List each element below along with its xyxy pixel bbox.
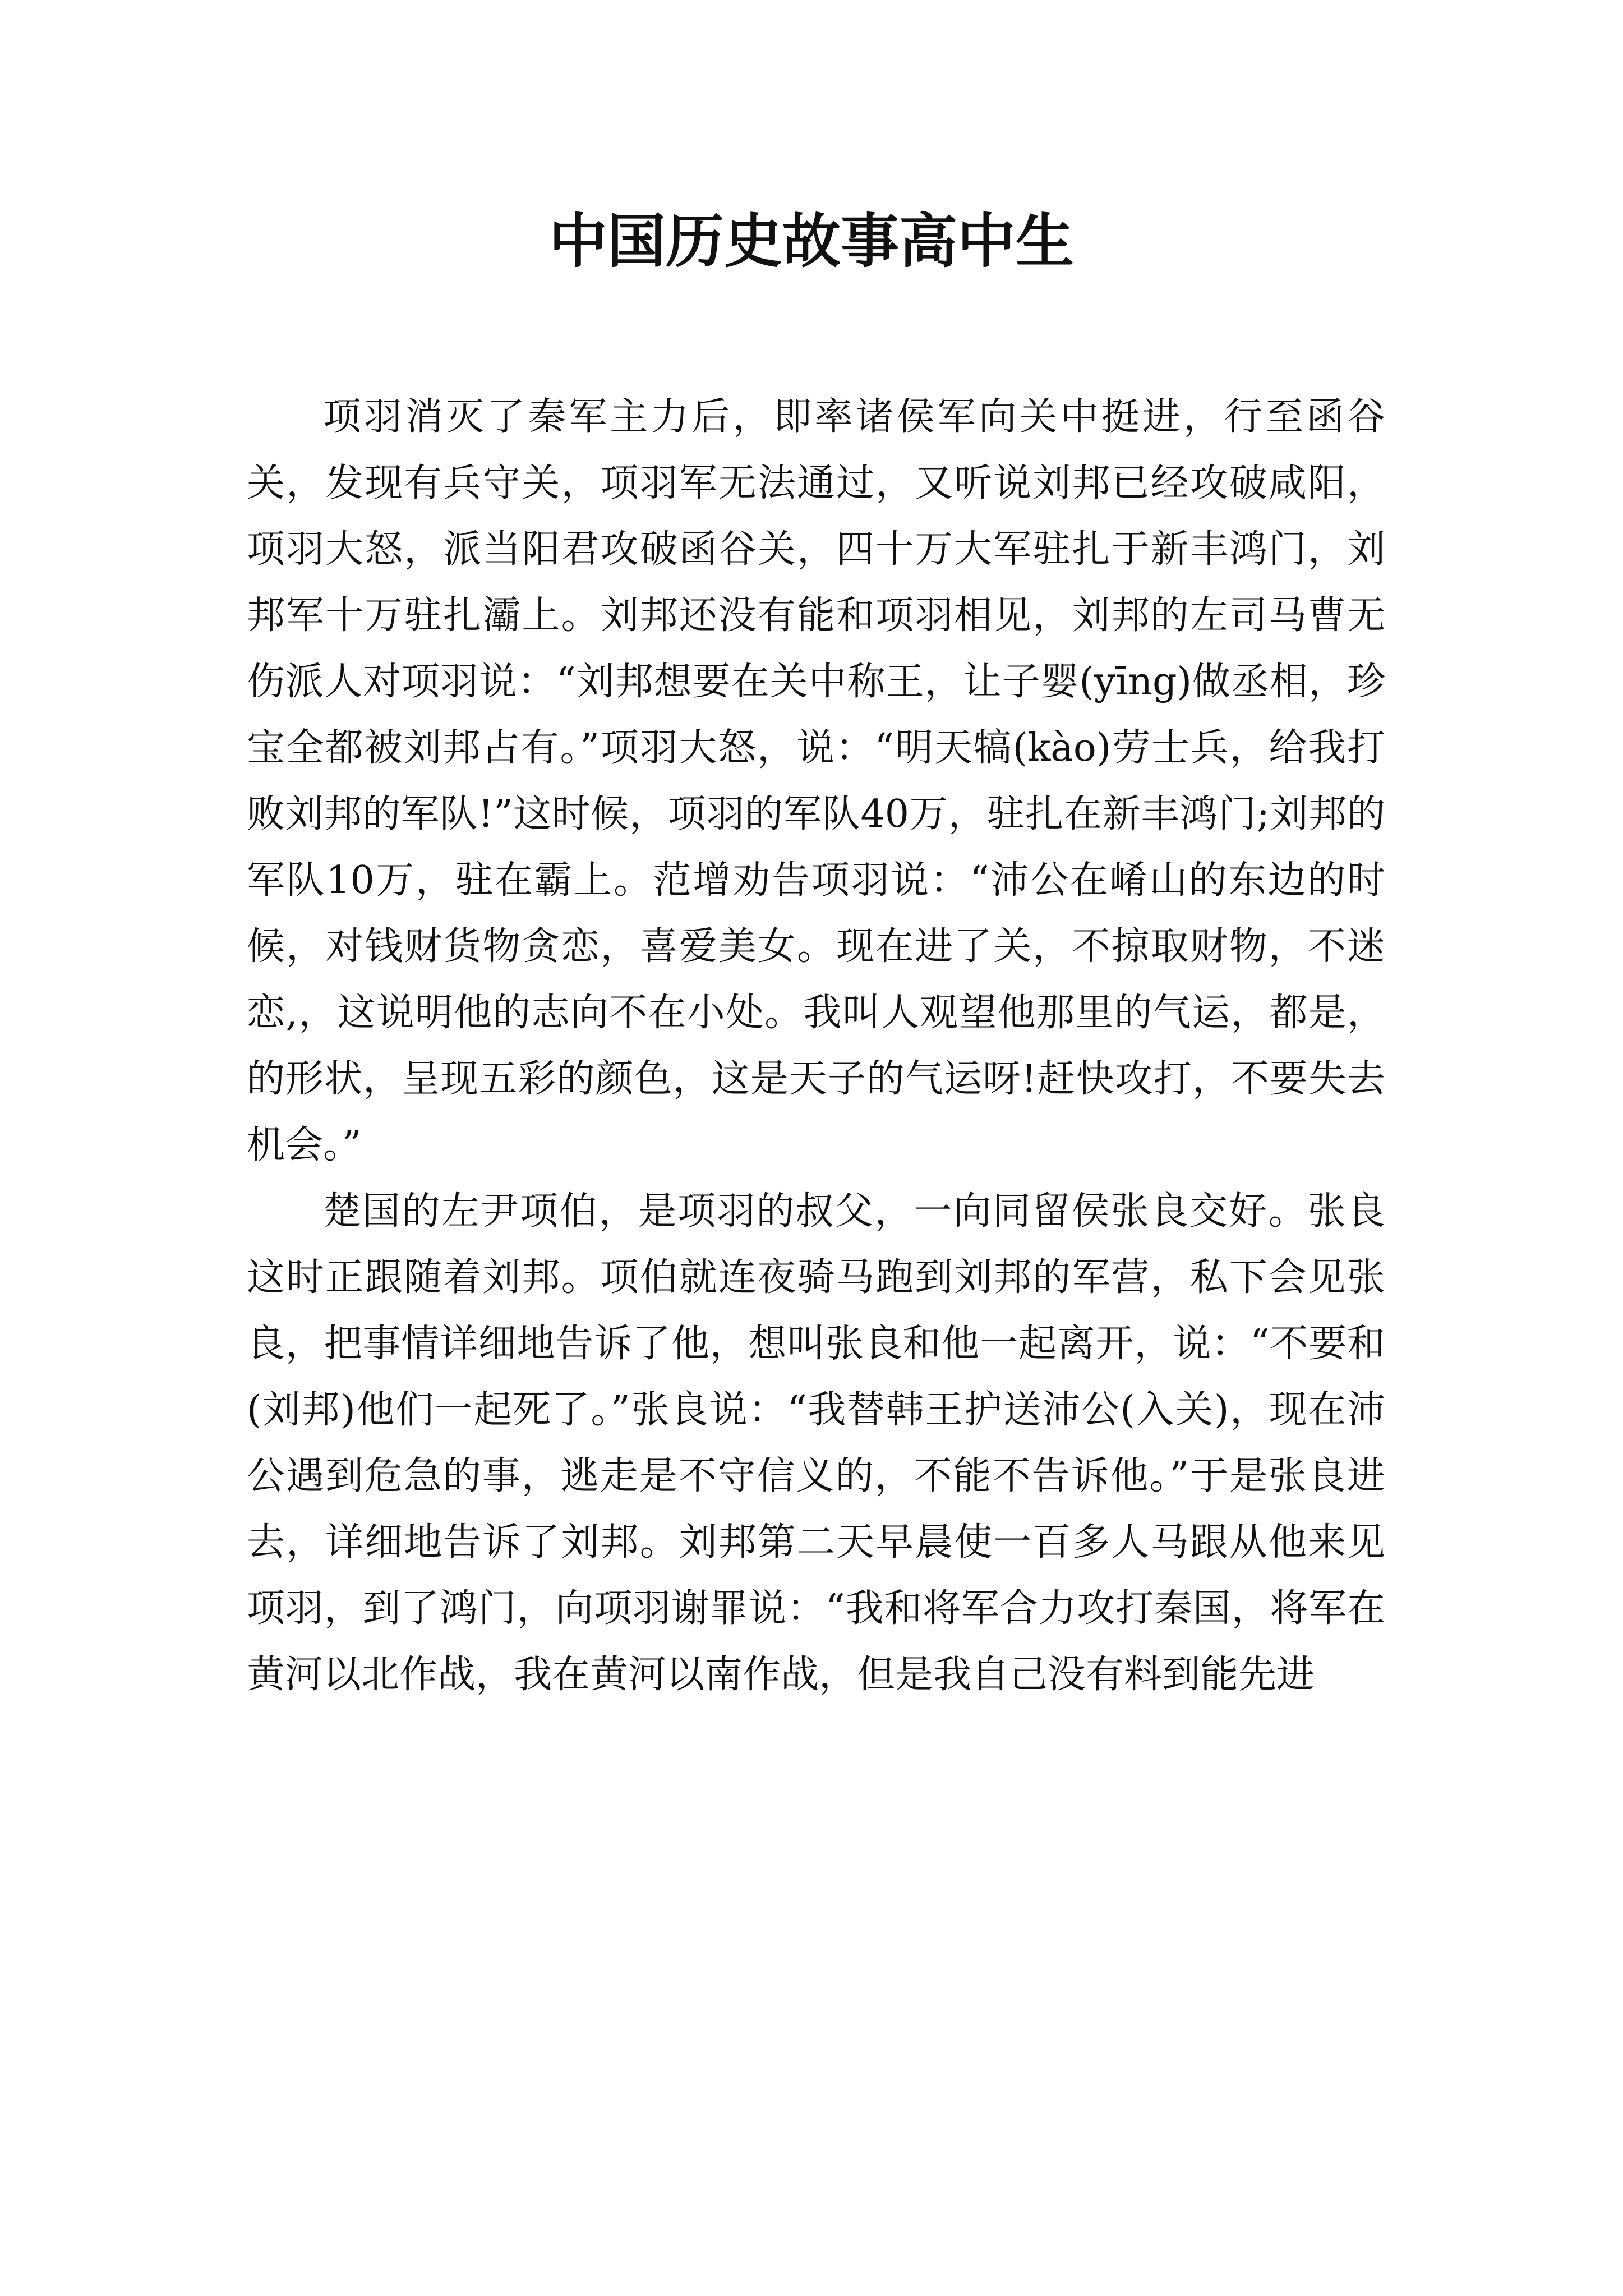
paragraph-2: 楚国的左尹项伯，是项羽的叔父，一向同留侯张良交好。张良这时正跟随着刘邦。项伯就连夜骑马跑到刘邦的军营，私下会见张良，把事情详细地告诉了他，想叫张良和他一起离开，说：“不要和(刘邦)他们一起死了。”张良说：“我替韩王护送沛公(入关)，现在沛公遇到危急的事，逃走是不守信义的，不能不告诉他。”于是张良进去，详细地告诉了刘邦。刘邦第二天早晨使一百多人马跟从他来见项羽，到了鸿门，向项羽谢罪说：“我和将军合力攻打秦国，将军在黄河以北作战，我在黄河以南作战，但是我自己没有料到能先进 [247,1189,1385,1697]
document-title: 中国历史故事高中生 [548,206,1074,275]
paragraph-1: 项羽消灭了秦军主力后，即率诸侯军向关中挺进，行至函谷关，发现有兵守关，项羽军无法通过，又听说刘邦已经攻破咸阳，项羽大怒，派当阳君攻破函谷关，四十万大军驻扎于新丰鸿门，刘邦军十万驻扎灞上。刘邦还没有能和项羽相见，刘邦的左司马曹无伤派人对项羽说：“刘邦想要在关中称王，让子婴(yīng)做丞相，珍宝全都被刘邦占有。”项羽大怒，说：“明天犒(kào)劳士兵，给我打败刘邦的军队!”这时候，项羽的军队40万，驻扎在新丰鸿门;刘邦的军队10万，驻在霸上。范增劝告项羽说：“沛公在崤山的东边的时候，对钱财货物贪恋，喜爱美女。现在进了关，不掠取财物，不迷恋,，这说明他的志向不在小处。我叫人观望他那里的气运，都是，的形状，呈现五彩的颜色，这是天子的气运呀!赶快攻打，不要失去机会。” [247,395,1385,1167]
document-body [247,384,1385,1708]
